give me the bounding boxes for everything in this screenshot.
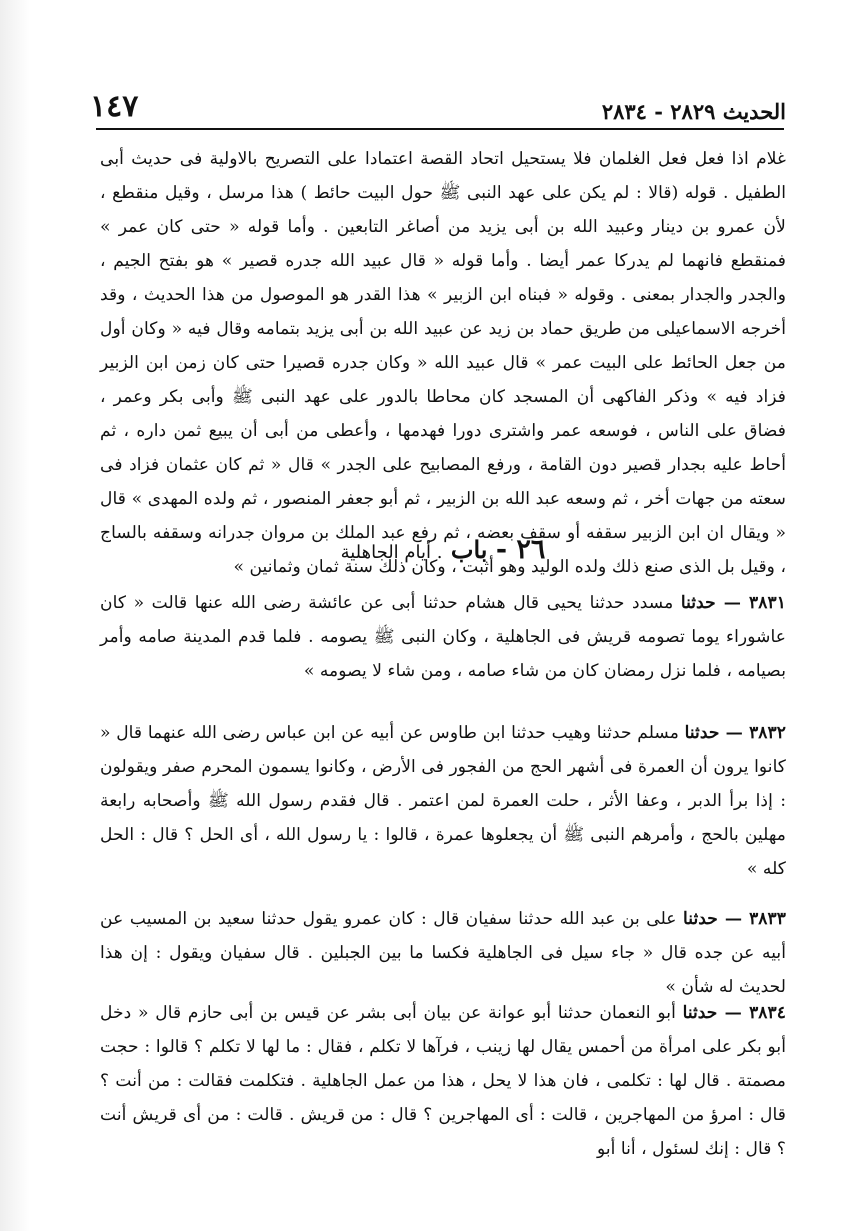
chapter-number: ٢٦ - bbox=[495, 534, 546, 565]
hadith-number: ٣٨٣٤ — حدثنا bbox=[682, 1003, 787, 1023]
hadith-number: ٣٨٣٢ — حدثنا bbox=[684, 723, 786, 743]
hadith-number: ٣٨٣١ — حدثنا bbox=[680, 593, 786, 613]
hadith-2831 bbox=[100, 586, 786, 688]
hadith-text: على بن عبد الله حدثنا سفيان قال : كان عمرو يقول حدثنا سعيد بن المسيب عن أبيه عن جده قال « جاء سيل فى الجاهلية فكسا ما بين الجبلين . قال سفيان ويقول : إن هذا لحديث له شأن » bbox=[100, 909, 786, 997]
running-header-title: الحديث ٢٨٢٩ - ٢٨٣٤ bbox=[601, 99, 786, 124]
chapter-label: باب bbox=[450, 535, 488, 564]
header-rule bbox=[96, 128, 784, 130]
hadith-text: أبو النعمان حدثنا أبو عوانة عن بيان أبى بشر عن قيس بن أبى حازم قال « دخل أبو بكر على امرأة من أحمس يقال لها زينب ، فرآها لا تكلم ، فقال : ما لها لا تكلم ؟ قالوا : حجت مصمتة . قال لها : تكلمى ، فان هذا لا يحل ، هذا من عمل الجاهلية . فتكلمت فقالت : من أنت ؟ قال : امرؤ من المهاجرين ، قالت : أى المهاجرين ؟ قال : من قريش . قالت : من أى قريش أنت ؟ قال : إنك لسئول ، أنا أبو bbox=[100, 1003, 786, 1159]
commentary-text: غلام اذا فعل فعل الغلمان فلا يستحيل اتحاد القصة اعتمادا على التصريح بالاولية فى حديث أبى الطفيل . قوله (قالا : لم يكن على عهد النبى ﷺ حول البيت حائط ) هذا مرسل ، وقيل منقطع ، لأن عمرو بن دينار وعبيد الله بن أبى يزيد من أصاغر التابعين . وأما قوله « حتى كان عمر » فمنقطع فانهما لم يدركا عمر أيضا . وأما قوله « قال عبيد الله جدره قصير » هو بفتح الجيم ، والجدر والجدار بمعنى . وقوله « فبناه ابن الزبير » هذا القدر هو الموصول من هذا الحديث ، وقد أخرجه الاسماعيلى من طريق حماد بن زيد عن عبيد الله بن أبى يزيد بتمامه وقال فيه « وكان أول من جعل الحائط على البيت عمر » قال عبيد الله « وكان جدره قصيرا حتى كان زمن ابن الزبير فزاد فيه » وذكر الفاكهى أن المسجد كان محاطا بالدور على عهد النبى ﷺ وأبى بكر وعمر ، فضاق على الناس ، فوسعه عمر واشترى دورا فهدمها ، وأعطى من أبى أن يبيع ثمن داره ، ثم أحاط عليه بجدار قصير دون القامة ، ورفع المصابيح على الجدر » قال « ثم كان عثمان فزاد فى سعته من جهات أخر ، ثم وسعه عبد الله بن الزبير ، ثم أبو جعفر المنصور ، ثم ولده المهدى » قال « ويقال ان ابن الزبير سقفه أو سقف بعضه ، ثم رفع عبد الملك بن مروان جدرانه وسقفه بالساج ، وقيل بل الذى صنع ذلك ولده الوليد وهو أثبت ، وكان ذلك سنة ثمان وثمانين » bbox=[100, 149, 786, 577]
hadith-text: مسدد حدثنا يحيى قال هشام حدثنا أبى عن عائشة رضى الله عنها قالت « كان عاشوراء يوما تصومه قريش فى الجاهلية ، وكان النبى ﷺ يصومه . فلما قدم المدينة صامه وأمر بصيامه ، فلما نزل رمضان كان من شاء صامه ، ومن شاء لا يصومه » bbox=[100, 593, 786, 681]
page-fold-shadow bbox=[0, 0, 30, 1231]
hadith-2834 bbox=[100, 996, 786, 1166]
hadith-2832 bbox=[100, 716, 786, 886]
running-header bbox=[90, 88, 786, 122]
hadith-text: مسلم حدثنا وهيب حدثنا ابن طاوس عن أبيه عن ابن عباس رضى الله عنهما قال « كانوا يرون أن العمرة فى أشهر الحج من الفجور فى الأرض ، وكانوا يسمون المحرم صفر ويقولون : إذا برأ الدبر ، وعفا الأثر ، حلت العمرة لمن اعتمر . قال فقدم رسول الله ﷺ وأصحابه رابعة مهلين بالحج ، وأمرهم النبى ﷺ أن يجعلوها عمرة ، قالوا : يا رسول الله ، أى الحل ؟ قال : الحل كله » bbox=[100, 723, 786, 879]
chapter-heading bbox=[100, 530, 786, 573]
bottom-margin bbox=[0, 1221, 864, 1231]
page-number: ١٤٧ bbox=[90, 89, 139, 124]
chapter-title: . أيام الجاهلية bbox=[340, 542, 443, 563]
hadith-number: ٣٨٣٣ — حدثنا bbox=[683, 909, 786, 929]
hadith-2833 bbox=[100, 902, 786, 1004]
